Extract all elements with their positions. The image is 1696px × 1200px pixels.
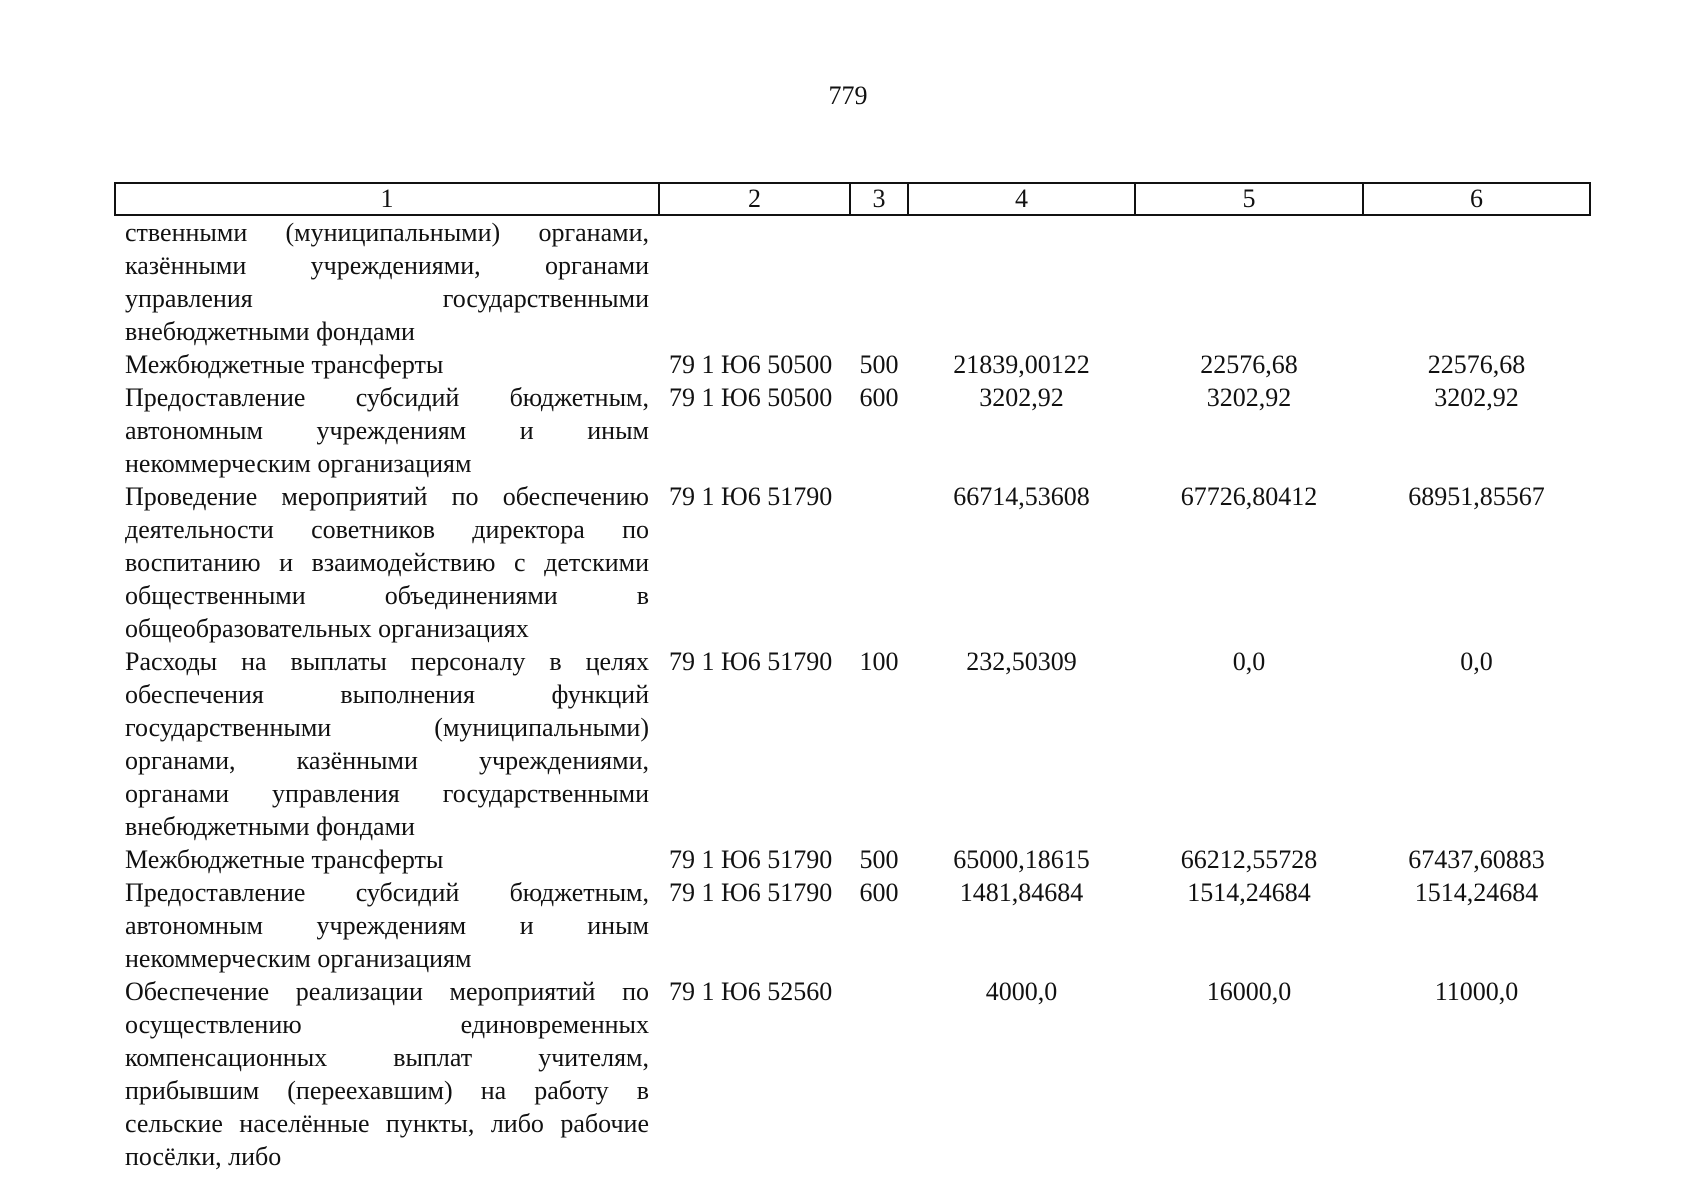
table-row <box>115 215 1590 348</box>
row-value-4: 65000,18615 <box>953 845 1090 874</box>
row-expense-type <box>850 975 908 1173</box>
budget-table <box>114 182 1591 1173</box>
row-value-6: 68951,85567 <box>1408 482 1545 511</box>
table-row <box>115 381 1590 480</box>
row-value-4: 3202,92 <box>979 383 1064 412</box>
row-expense-type: 100 <box>859 647 899 676</box>
table-row <box>115 348 1590 381</box>
row-description: Межбюджетные трансферты <box>125 845 444 874</box>
row-value-4 <box>908 215 1135 348</box>
row-value-4: 232,50309 <box>966 647 1077 676</box>
column-header-4: 4 <box>908 183 1135 215</box>
row-value-6: 22576,68 <box>1427 350 1526 379</box>
row-code: 79 1 Ю6 51790 <box>669 647 833 676</box>
row-code: 79 1 Ю6 52560 <box>669 977 833 1006</box>
row-value-6: 0,0 <box>1460 647 1493 676</box>
row-description: Предоставление субсидий бюджетным, автономным учреждениям и иным некоммерческим организациям <box>125 878 649 973</box>
column-header-2: 2 <box>659 183 850 215</box>
row-value-5: 66212,55728 <box>1180 845 1318 874</box>
row-description: Обеспечение реализации мероприятий по осуществлению единовременных компенсационных выплат учителям, прибывшим (переехавшим) на работу в сельские населённые пункты, либо рабочие посёлки, либо <box>125 977 649 1171</box>
row-value-6: 3202,92 <box>1434 383 1519 412</box>
column-header-5: 5 <box>1135 183 1363 215</box>
column-header-1: 1 <box>115 183 659 215</box>
row-value-5: 22576,68 <box>1200 350 1298 379</box>
row-value-4: 1481,84684 <box>959 878 1084 907</box>
row-description: ственными (муниципальными) органами, казёнными учреждениями, органами управления государственными внебюджетными фондами <box>125 218 649 346</box>
row-value-6: 1514,24684 <box>1414 878 1539 907</box>
row-code: 79 1 Ю6 51790 <box>669 878 833 907</box>
table-header <box>115 183 1590 215</box>
row-expense-type: 500 <box>859 845 899 874</box>
row-expense-type: 600 <box>859 383 899 412</box>
row-expense-type <box>850 215 908 348</box>
row-expense-type: 500 <box>859 350 899 379</box>
column-header-3: 3 <box>850 183 908 215</box>
row-value-4: 66714,53608 <box>953 482 1090 511</box>
row-value-5: 0,0 <box>1232 647 1266 676</box>
row-code: 79 1 Ю6 51790 <box>669 845 833 874</box>
table-row <box>115 843 1590 876</box>
row-code: 79 1 Ю6 50500 <box>669 350 833 379</box>
table-row <box>115 876 1590 975</box>
row-value-5: 16000,0 <box>1206 977 1292 1006</box>
row-description: Межбюджетные трансферты <box>125 350 444 379</box>
table-body <box>115 215 1590 1173</box>
row-value-6 <box>1363 215 1590 348</box>
header-row <box>115 183 1590 215</box>
row-value-5: 67726,80412 <box>1180 482 1318 511</box>
row-description: Расходы на выплаты персоналу в целях обеспечения выполнения функций государственными (муниципальными) органами, казёнными учреждениями, органами управления государственными внебюджетными фондами <box>125 647 649 841</box>
row-value-5: 1514,24684 <box>1187 878 1311 907</box>
table-row <box>115 975 1590 1173</box>
row-value-5: 3202,92 <box>1206 383 1292 412</box>
row-description: Предоставление субсидий бюджетным, автономным учреждениям и иным некоммерческим организациям <box>125 383 649 478</box>
row-value-4: 4000,0 <box>985 977 1058 1006</box>
row-description: Проведение мероприятий по обеспечению деятельности советников директора по воспитанию и взаимодействию с детскими общественными объединениями в общеобразовательных организациях <box>125 482 649 643</box>
row-value-6: 67437,60883 <box>1408 845 1545 874</box>
row-code: 79 1 Ю6 50500 <box>669 383 833 412</box>
row-value-5 <box>1135 215 1363 348</box>
row-value-4: 21839,00122 <box>953 350 1090 379</box>
table-row <box>115 645 1590 843</box>
row-code: 79 1 Ю6 51790 <box>669 482 833 511</box>
page-number: 779 <box>828 81 868 110</box>
row-value-6: 11000,0 <box>1434 977 1519 1006</box>
row-expense-type: 600 <box>859 878 899 907</box>
column-header-6: 6 <box>1363 183 1590 215</box>
table-row <box>115 480 1590 645</box>
row-code <box>659 215 850 348</box>
row-expense-type <box>850 480 908 645</box>
